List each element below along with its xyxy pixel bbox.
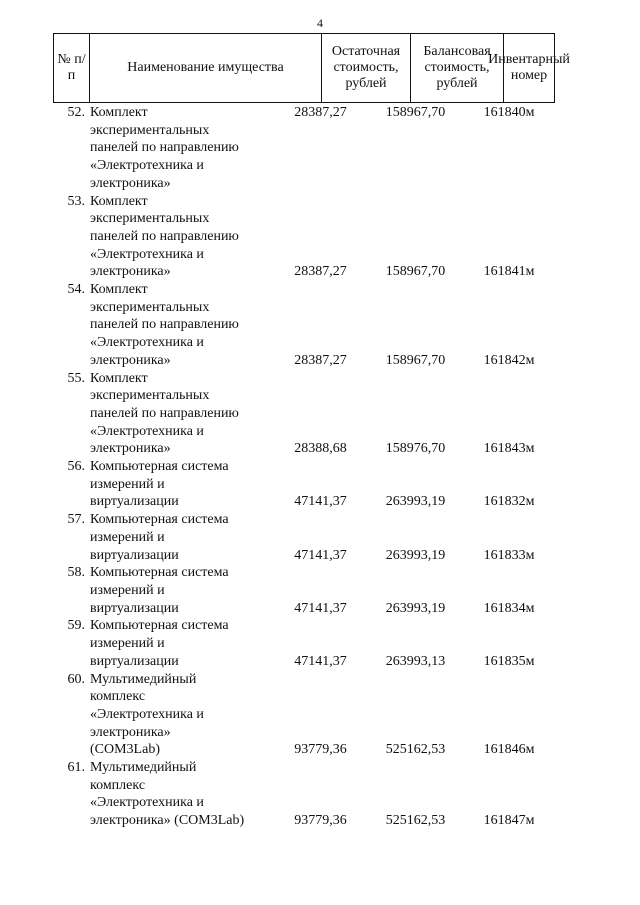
row-name-line: измерений и [90,476,165,492]
header-number: № п/п [54,34,90,102]
row-residual-value: 47141,37 [294,600,347,616]
row-residual-value: 47141,37 [294,547,347,563]
row-residual-value: 28387,27 [294,105,347,120]
row-residual-value: 47141,37 [294,653,347,669]
row-name-line: Комплект [90,370,148,386]
row-name-line: панелей по направлению [90,317,239,333]
row-balance-value: 158967,70 [385,105,446,120]
table-row [53,104,555,193]
row-name-line: «Электротехника и [90,423,204,439]
row-name-line: «Электротехника и [90,246,204,262]
table-body [53,104,555,830]
row-residual-value: 28387,27 [294,352,347,368]
row-name-line: Комплект [90,282,148,298]
row-name [88,511,273,564]
table-row [53,759,555,830]
row-name-line: «Электротехника и [90,158,204,174]
row-number: 56. [67,459,85,475]
row-name-line: Комплект [90,105,148,120]
row-name [88,370,273,459]
row-residual-value: 28387,27 [294,264,347,280]
row-inventory-number: 161841м [483,264,535,280]
table-row [53,564,555,617]
row-inventory-number: 161834м [483,600,535,616]
page-number: 4 [317,16,323,30]
row-residual-value: 93779,36 [294,813,347,829]
row-name-line: измерений и [90,636,165,652]
row-name [88,104,273,193]
row-inventory-number: 161832м [483,494,535,510]
row-name [88,617,273,670]
row-name [88,564,273,617]
table-row [53,370,555,459]
row-name-line: виртуализации [90,653,179,669]
table-row [53,511,555,564]
row-name-line: (COM3Lab) [90,742,160,758]
table-row [53,193,555,282]
header-inventory-number: Инвентарный номер [488,52,570,83]
row-name-line: Комплект [90,193,148,209]
row-number: 58. [67,565,85,581]
row-name-line: Компьютерная система [90,459,229,475]
header-name: Наименование имущества [90,34,322,102]
row-balance-value: 263993,19 [385,600,446,616]
row-inventory-number: 161843м [483,441,535,457]
row-name-line: электроника» [90,441,171,457]
row-name-line: Мультимедийный [90,671,197,687]
row-name [88,759,273,830]
row-number: 59. [67,618,85,634]
table-header [53,33,570,103]
row-balance-value: 158967,70 [385,352,446,368]
row-number: 53. [67,193,85,209]
row-name-line: измерений и [90,529,165,545]
table-row [53,617,555,670]
row-name-line: электроника» [90,264,171,280]
row-inventory-number: 161842м [483,352,535,368]
row-name-line: «Электротехника и [90,335,204,351]
row-inventory-number: 161846м [483,742,535,758]
row-inventory-number: 161833м [483,547,535,563]
row-name-line: электроника» [90,724,171,740]
row-name-line: экспериментальных [90,388,210,404]
row-name-line: экспериментальных [90,299,210,315]
row-inventory-number: 161835м [483,653,535,669]
row-name [88,458,273,511]
row-balance-value: 263993,19 [385,494,446,510]
row-balance-value: 158976,70 [385,441,446,457]
row-name-line: «Электротехника и [90,706,204,722]
row-balance-value: 158967,70 [385,264,446,280]
row-residual-value: 47141,37 [294,494,347,510]
row-name-line: электроника» [90,175,171,191]
row-balance-value: 525162,53 [385,742,446,758]
row-balance-value: 263993,19 [385,547,446,563]
row-name [88,671,273,760]
row-name-line: комплекс [90,777,146,793]
row-balance-value: 263993,13 [385,653,446,669]
row-name [88,281,273,370]
row-number: 60. [67,671,85,687]
row-name-line: виртуализации [90,600,179,616]
row-number: 52. [67,105,85,120]
row-name-line: виртуализации [90,494,179,510]
row-name-line: Компьютерная система [90,512,229,528]
row-inventory-number: 161847м [483,813,535,829]
row-number: 61. [67,760,85,776]
row-name-line: электроника» (COM3Lab) [90,813,245,829]
table-row [53,458,555,511]
header-balance-value: Балансовая стоимость, рублей [411,34,504,102]
row-name-line: «Электротехника и [90,795,204,811]
row-balance-value: 525162,53 [385,813,446,829]
row-name-line: электроника» [90,352,171,368]
row-number: 57. [67,512,85,528]
row-name-line: экспериментальных [90,122,210,138]
row-inventory-number: 161840м [483,105,535,120]
row-name-line: комплекс [90,689,146,705]
row-residual-value: 93779,36 [294,742,347,758]
row-number: 55. [67,370,85,386]
row-name-line: Мультимедийный [90,760,197,776]
row-name-line: экспериментальных [90,211,210,227]
row-residual-value: 28388,68 [294,441,347,457]
row-name-line: панелей по направлению [90,405,239,421]
row-name [88,193,273,282]
row-name-line: Компьютерная система [90,618,229,634]
row-number: 54. [67,282,85,298]
table-row [53,281,555,370]
row-name-line: виртуализации [90,547,179,563]
header-residual-value: Остаточная стоимость, рублей [322,34,411,102]
row-name-line: панелей по направлению [90,140,239,156]
table-row [53,671,555,760]
row-name-line: измерений и [90,582,165,598]
row-name-line: Компьютерная система [90,565,229,581]
row-name-line: панелей по направлению [90,228,239,244]
